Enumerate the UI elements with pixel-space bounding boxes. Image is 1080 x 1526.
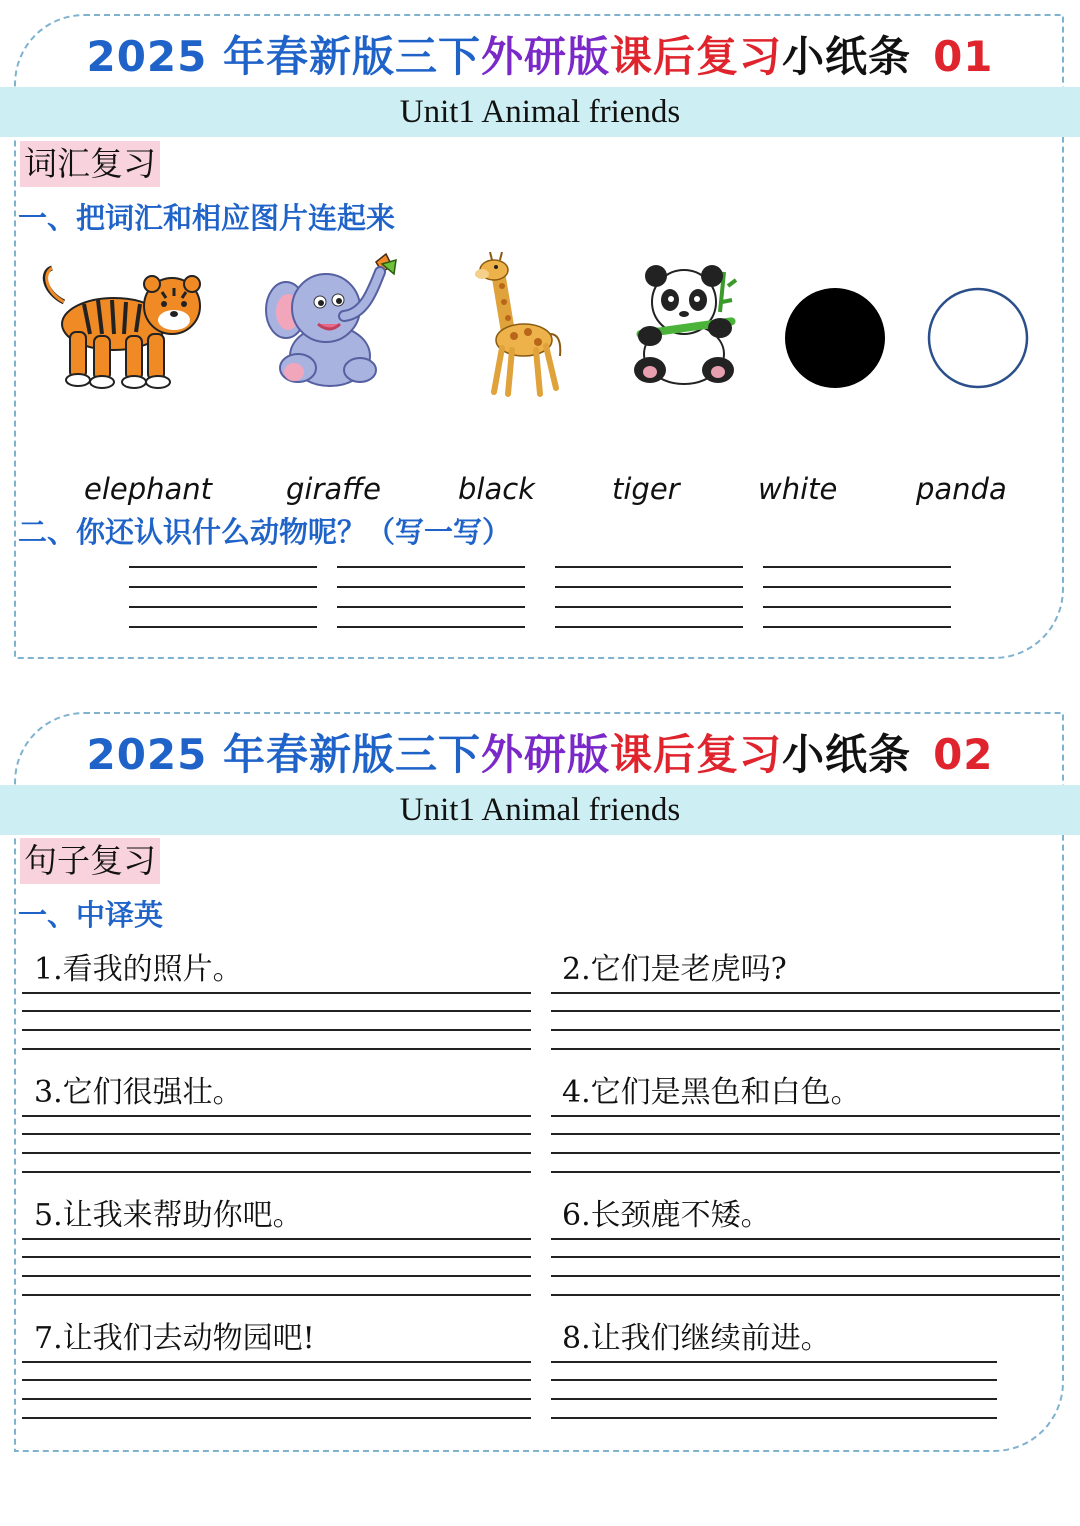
card2-title (0, 722, 1080, 782)
word-panda[interactable]: panda (916, 472, 1007, 506)
sentence-1: 1.看我的照片。 (34, 952, 243, 987)
answer-lines-5[interactable] (22, 1238, 531, 1302)
card1-title (0, 24, 1080, 84)
card2-unit-band: Unit1 Animal friends (0, 785, 1080, 835)
title-publisher: 外研版 (481, 32, 611, 81)
title-year: 2025 (86, 32, 208, 81)
title-review: 课后复习 (610, 730, 783, 779)
sentence-6: 6.长颈鹿不矮。 (562, 1198, 771, 1233)
writing-lines-1[interactable] (129, 566, 317, 628)
answer-lines-2[interactable] (551, 992, 1060, 1056)
title-note: 小纸条 (782, 32, 912, 81)
answer-lines-6[interactable] (551, 1238, 1060, 1302)
sentence-5: 5.让我来帮助你吧。 (34, 1198, 303, 1233)
white-circle[interactable] (927, 287, 1029, 389)
card1-q2-heading: 二、你还认识什么动物呢？（写一写） (18, 515, 512, 549)
writing-lines-2[interactable] (337, 566, 525, 628)
answer-lines-3[interactable] (22, 1115, 531, 1179)
card1-section-tag: 词汇复习 (20, 141, 160, 187)
title-number: 01 (933, 32, 994, 81)
title-number: 02 (933, 730, 994, 779)
giraffe-image[interactable] (468, 252, 568, 398)
answer-lines-4[interactable] (551, 1115, 1060, 1179)
answer-lines-7[interactable] (22, 1361, 531, 1425)
answer-lines-8[interactable] (551, 1361, 997, 1425)
sentence-3: 3.它们很强壮。 (34, 1075, 243, 1110)
sentence-4: 4.它们是黑色和白色。 (562, 1075, 861, 1110)
black-circle[interactable] (784, 287, 886, 389)
answer-lines-1[interactable] (22, 992, 531, 1056)
writing-lines-4[interactable] (763, 566, 951, 628)
elephant-image[interactable] (264, 252, 404, 394)
title-publisher: 外研版 (481, 730, 611, 779)
card1-q1-heading: 一、把词汇和相应图片连起来 (18, 201, 396, 235)
writing-lines-3[interactable] (555, 566, 743, 628)
word-elephant[interactable]: elephant (84, 472, 213, 506)
title-year: 2025 (86, 730, 208, 779)
title-review: 课后复习 (610, 32, 783, 81)
card2-q1-heading: 一、中译英 (18, 898, 164, 932)
sentence-2: 2.它们是老虎吗? (562, 952, 787, 987)
sentence-7: 7.让我们去动物园吧! (34, 1321, 315, 1356)
tiger-image[interactable] (34, 262, 208, 392)
word-giraffe[interactable]: giraffe (286, 472, 381, 506)
word-black[interactable]: black (458, 472, 535, 506)
title-note: 小纸条 (782, 730, 912, 779)
card2-section-tag: 句子复习 (20, 838, 160, 884)
panda-image[interactable] (628, 262, 742, 390)
sentence-8: 8.让我们继续前进。 (562, 1321, 831, 1356)
word-white[interactable]: white (758, 472, 838, 506)
title-part1: 年春新版三下 (207, 32, 482, 81)
card1-unit-band: Unit1 Animal friends (0, 87, 1080, 137)
title-part1: 年春新版三下 (207, 730, 482, 779)
word-tiger[interactable]: tiger (612, 472, 680, 506)
